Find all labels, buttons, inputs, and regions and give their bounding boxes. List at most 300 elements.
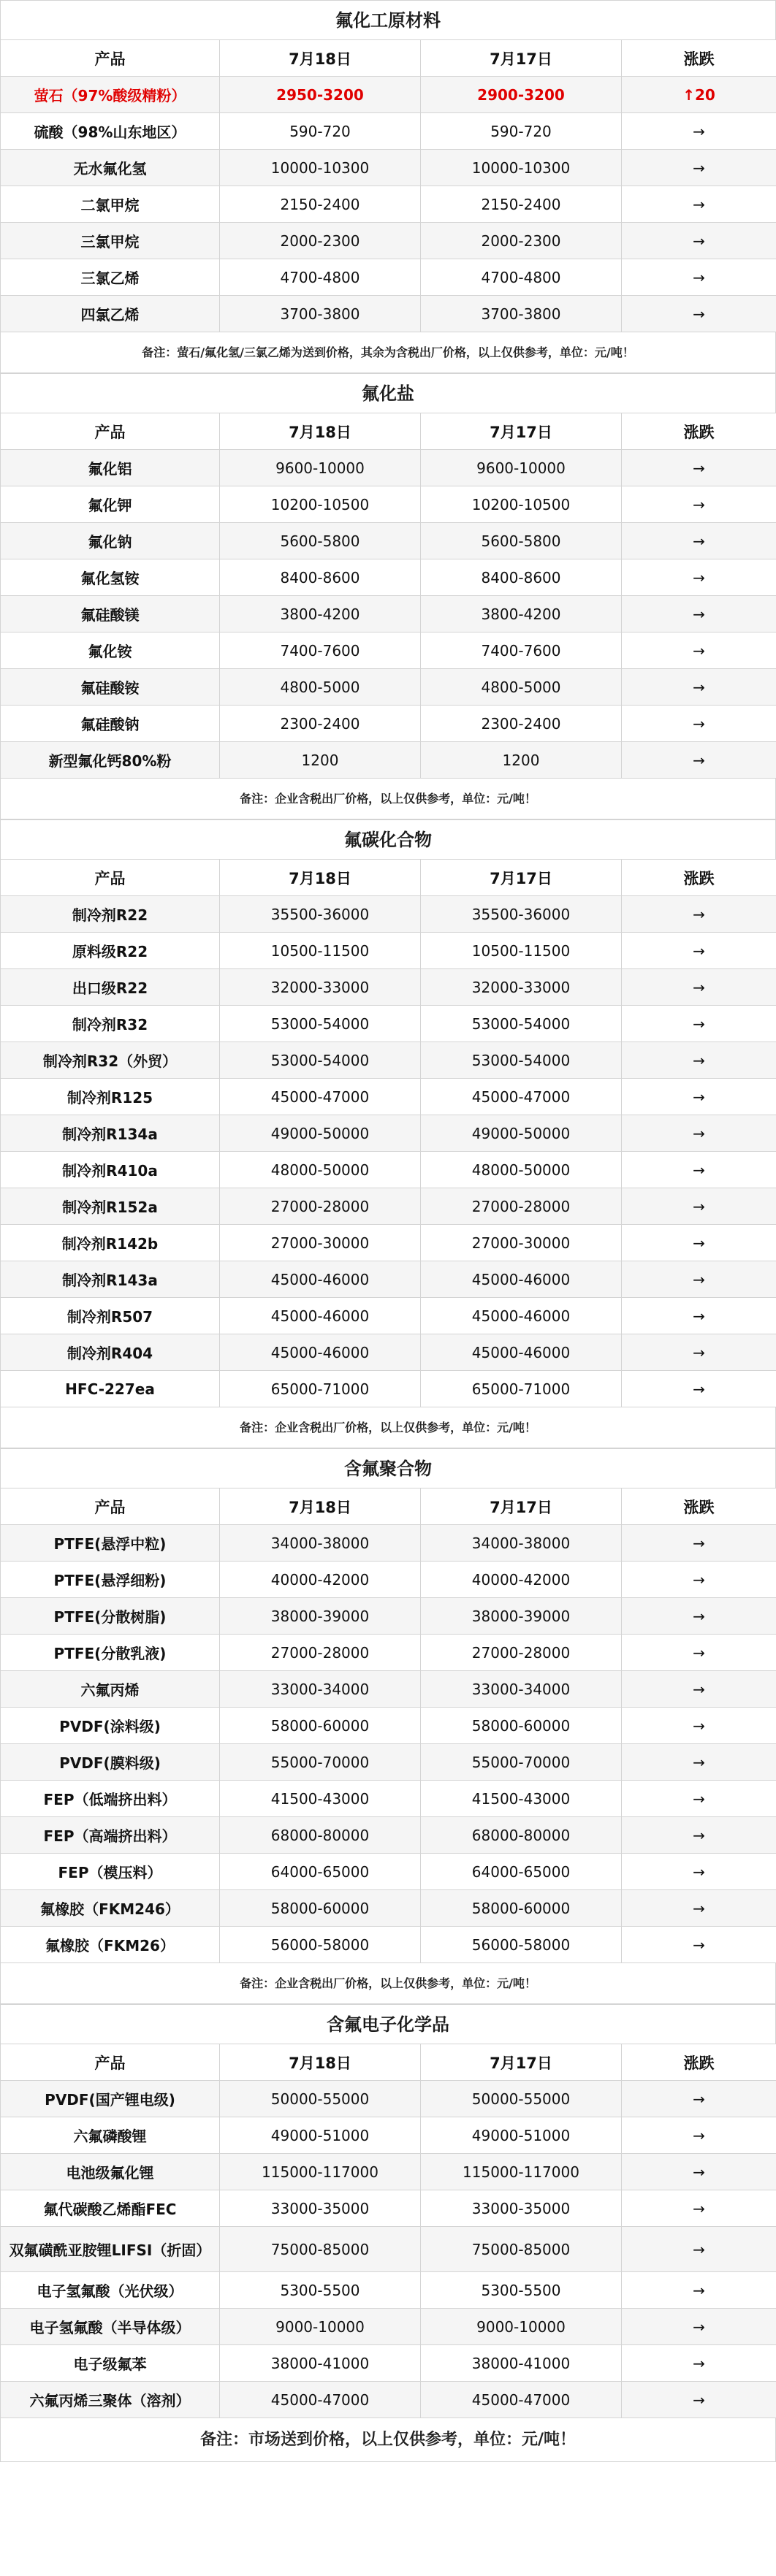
table-row xyxy=(1,2154,776,2190)
price-cell-date-1: 2950-3200 xyxy=(220,77,421,113)
product-cell: 制冷剂R507 xyxy=(1,1298,220,1334)
change-cell: → xyxy=(622,1188,776,1225)
price-table xyxy=(0,413,776,779)
change-cell: → xyxy=(622,1334,776,1371)
product-cell: 六氟磷酸锂 xyxy=(1,2117,220,2154)
table-row xyxy=(1,596,776,632)
section-note: 备注：市场送到价格，以上仅供参考，单位：元/吨！ xyxy=(0,2418,776,2462)
product-cell: PTFE(分散树脂) xyxy=(1,1598,220,1635)
change-cell: → xyxy=(622,259,776,296)
table-row xyxy=(1,1188,776,1225)
product-cell: 双氟磺酰亚胺锂LIFSI（折固） xyxy=(1,2227,220,2272)
section-title: 含氟聚合物 xyxy=(0,1448,776,1488)
change-cell: → xyxy=(622,1115,776,1152)
change-cell: → xyxy=(622,486,776,523)
section-note: 备注：萤石/氟化氢/三氯乙烯为送到价格，其余为含税出厂价格，以上仅供参考，单位：元/吨！ xyxy=(0,332,776,373)
price-cell-date-1: 9000-10000 xyxy=(220,2309,421,2345)
price-cell-date-2: 65000-71000 xyxy=(421,1371,622,1407)
price-cell-date-2: 38000-41000 xyxy=(421,2345,622,2382)
table-row xyxy=(1,1115,776,1152)
table-row xyxy=(1,2272,776,2309)
product-cell: PTFE(悬浮细粉) xyxy=(1,1562,220,1598)
header-date-1: 7月18日 xyxy=(220,413,421,450)
table-row xyxy=(1,186,776,223)
price-cell-date-1: 2300-2400 xyxy=(220,706,421,742)
table-row xyxy=(1,969,776,1006)
change-cell: → xyxy=(622,223,776,259)
table-row xyxy=(1,933,776,969)
product-cell: HFC-227ea xyxy=(1,1371,220,1407)
change-cell: → xyxy=(622,1708,776,1744)
change-cell: → xyxy=(622,1525,776,1562)
price-cell-date-2: 2900-3200 xyxy=(421,77,622,113)
change-cell: → xyxy=(622,1854,776,1890)
price-cell-date-1: 53000-54000 xyxy=(220,1006,421,1042)
header-product: 产品 xyxy=(1,40,220,77)
price-cell-date-1: 2000-2300 xyxy=(220,223,421,259)
price-cell-date-1: 10000-10300 xyxy=(220,150,421,186)
table-row xyxy=(1,632,776,669)
price-table xyxy=(0,39,776,332)
price-cell-date-1: 33000-34000 xyxy=(220,1671,421,1708)
price-cell-date-2: 4800-5000 xyxy=(421,669,622,706)
price-table xyxy=(0,859,776,1407)
product-cell: 制冷剂R22 xyxy=(1,896,220,933)
price-cell-date-1: 27000-28000 xyxy=(220,1635,421,1671)
table-row xyxy=(1,1635,776,1671)
product-cell: 出口级R22 xyxy=(1,969,220,1006)
price-cell-date-1: 58000-60000 xyxy=(220,1890,421,1927)
table-row xyxy=(1,2081,776,2117)
change-cell: → xyxy=(622,669,776,706)
table-row xyxy=(1,1671,776,1708)
product-cell: 氟化铝 xyxy=(1,450,220,486)
product-cell: PVDF(国产锂电级) xyxy=(1,2081,220,2117)
product-cell: 氟硅酸镁 xyxy=(1,596,220,632)
product-cell: 氟硅酸铵 xyxy=(1,669,220,706)
price-cell-date-1: 58000-60000 xyxy=(220,1708,421,1744)
product-cell: PVDF(膜料级) xyxy=(1,1744,220,1781)
change-cell: → xyxy=(622,450,776,486)
table-row xyxy=(1,223,776,259)
price-cell-date-2: 4700-4800 xyxy=(421,259,622,296)
price-cell-date-2: 35500-36000 xyxy=(421,896,622,933)
header-row xyxy=(1,860,776,896)
header-date-1: 7月18日 xyxy=(220,1488,421,1525)
change-cell: → xyxy=(622,2117,776,2154)
product-cell: 氟化铵 xyxy=(1,632,220,669)
change-cell: → xyxy=(622,523,776,559)
price-cell-date-2: 8400-8600 xyxy=(421,559,622,596)
price-cell-date-1: 49000-51000 xyxy=(220,2117,421,2154)
change-cell: → xyxy=(622,933,776,969)
price-cell-date-2: 58000-60000 xyxy=(421,1890,622,1927)
change-cell: → xyxy=(622,969,776,1006)
change-cell: → xyxy=(622,1744,776,1781)
table-row xyxy=(1,77,776,113)
price-cell-date-2: 64000-65000 xyxy=(421,1854,622,1890)
table-row xyxy=(1,296,776,332)
table-row xyxy=(1,1042,776,1079)
change-cell: → xyxy=(622,2272,776,2309)
price-cell-date-2: 5300-5500 xyxy=(421,2272,622,2309)
table-row xyxy=(1,2309,776,2345)
table-row xyxy=(1,742,776,779)
product-cell: 制冷剂R125 xyxy=(1,1079,220,1115)
table-row xyxy=(1,2190,776,2227)
price-cell-date-2: 41500-43000 xyxy=(421,1781,622,1817)
price-cell-date-2: 45000-46000 xyxy=(421,1334,622,1371)
price-cell-date-1: 5600-5800 xyxy=(220,523,421,559)
section xyxy=(0,2004,776,2462)
price-cell-date-2: 2000-2300 xyxy=(421,223,622,259)
table-row xyxy=(1,450,776,486)
product-cell: 氟化钠 xyxy=(1,523,220,559)
product-cell: 制冷剂R404 xyxy=(1,1334,220,1371)
price-cell-date-2: 49000-51000 xyxy=(421,2117,622,2154)
section-note: 备注：企业含税出厂价格，以上仅供参考，单位：元/吨！ xyxy=(0,779,776,819)
change-cell: → xyxy=(622,1598,776,1635)
price-cell-date-1: 53000-54000 xyxy=(220,1042,421,1079)
header-change: 涨跌 xyxy=(622,2044,776,2081)
section xyxy=(0,373,776,819)
price-cell-date-2: 33000-35000 xyxy=(421,2190,622,2227)
product-cell: 制冷剂R142b xyxy=(1,1225,220,1261)
change-cell: → xyxy=(622,1817,776,1854)
header-date-1: 7月18日 xyxy=(220,40,421,77)
change-cell: → xyxy=(622,1371,776,1407)
price-cell-date-1: 40000-42000 xyxy=(220,1562,421,1598)
change-cell: → xyxy=(622,2345,776,2382)
price-cell-date-1: 65000-71000 xyxy=(220,1371,421,1407)
price-cell-date-1: 2150-2400 xyxy=(220,186,421,223)
table-row xyxy=(1,1298,776,1334)
product-cell: FEP（模压料） xyxy=(1,1854,220,1890)
change-cell: → xyxy=(622,632,776,669)
price-cell-date-2: 75000-85000 xyxy=(421,2227,622,2272)
table-row xyxy=(1,2345,776,2382)
price-cell-date-1: 8400-8600 xyxy=(220,559,421,596)
price-cell-date-2: 45000-46000 xyxy=(421,1298,622,1334)
price-cell-date-1: 38000-39000 xyxy=(220,1598,421,1635)
table-row xyxy=(1,896,776,933)
product-cell: 制冷剂R134a xyxy=(1,1115,220,1152)
price-cell-date-1: 64000-65000 xyxy=(220,1854,421,1890)
product-cell: 电子氢氟酸（光伏级） xyxy=(1,2272,220,2309)
change-cell: → xyxy=(622,2309,776,2345)
price-cell-date-1: 33000-35000 xyxy=(220,2190,421,2227)
change-cell: → xyxy=(622,1562,776,1598)
header-date-2: 7月17日 xyxy=(421,1488,622,1525)
product-cell: 氟橡胶（FKM26） xyxy=(1,1927,220,1963)
header-product: 产品 xyxy=(1,1488,220,1525)
price-cell-date-2: 1200 xyxy=(421,742,622,779)
header-product: 产品 xyxy=(1,2044,220,2081)
change-cell: → xyxy=(622,742,776,779)
header-row xyxy=(1,413,776,450)
change-cell: → xyxy=(622,2081,776,2117)
change-cell: → xyxy=(622,1152,776,1188)
change-cell: → xyxy=(622,2154,776,2190)
header-change: 涨跌 xyxy=(622,1488,776,1525)
header-date-2: 7月17日 xyxy=(421,860,622,896)
product-cell: 原料级R22 xyxy=(1,933,220,969)
price-cell-date-2: 50000-55000 xyxy=(421,2081,622,2117)
price-cell-date-1: 34000-38000 xyxy=(220,1525,421,1562)
section-title: 氟化盐 xyxy=(0,373,776,413)
product-cell: FEP（高端挤出料） xyxy=(1,1817,220,1854)
table-row xyxy=(1,1261,776,1298)
price-cell-date-2: 10500-11500 xyxy=(421,933,622,969)
price-cell-date-2: 58000-60000 xyxy=(421,1708,622,1744)
price-cell-date-2: 38000-39000 xyxy=(421,1598,622,1635)
product-cell: 六氟丙烯三聚体（溶剂） xyxy=(1,2382,220,2418)
price-cell-date-1: 45000-46000 xyxy=(220,1298,421,1334)
price-cell-date-1: 27000-30000 xyxy=(220,1225,421,1261)
change-cell: → xyxy=(622,1006,776,1042)
header-product: 产品 xyxy=(1,860,220,896)
price-cell-date-2: 53000-54000 xyxy=(421,1006,622,1042)
table-row xyxy=(1,1744,776,1781)
price-cell-date-2: 115000-117000 xyxy=(421,2154,622,2190)
price-cell-date-1: 49000-50000 xyxy=(220,1115,421,1152)
product-cell: 萤石（97%酸级精粉） xyxy=(1,77,220,113)
change-cell: → xyxy=(622,2382,776,2418)
section-title: 含氟电子化学品 xyxy=(0,2004,776,2044)
price-cell-date-1: 35500-36000 xyxy=(220,896,421,933)
product-cell: 制冷剂R143a xyxy=(1,1261,220,1298)
header-row xyxy=(1,40,776,77)
price-cell-date-2: 10200-10500 xyxy=(421,486,622,523)
change-cell: → xyxy=(622,896,776,933)
product-cell: 六氟丙烯 xyxy=(1,1671,220,1708)
table-row xyxy=(1,1708,776,1744)
price-cell-date-1: 4800-5000 xyxy=(220,669,421,706)
product-cell: 电子级氟苯 xyxy=(1,2345,220,2382)
section-note: 备注：企业含税出厂价格，以上仅供参考，单位：元/吨！ xyxy=(0,1407,776,1448)
table-row xyxy=(1,2382,776,2418)
price-cell-date-2: 10000-10300 xyxy=(421,150,622,186)
price-cell-date-1: 10200-10500 xyxy=(220,486,421,523)
table-row xyxy=(1,150,776,186)
price-cell-date-2: 9600-10000 xyxy=(421,450,622,486)
product-cell: 新型氟化钙80%粉 xyxy=(1,742,220,779)
section-note: 备注：企业含税出厂价格，以上仅供参考，单位：元/吨！ xyxy=(0,1963,776,2004)
table-row xyxy=(1,1890,776,1927)
price-cell-date-1: 4700-4800 xyxy=(220,259,421,296)
product-cell: 四氯乙烯 xyxy=(1,296,220,332)
table-row xyxy=(1,706,776,742)
price-cell-date-1: 68000-80000 xyxy=(220,1817,421,1854)
header-date-2: 7月17日 xyxy=(421,2044,622,2081)
section-title: 氟化工原材料 xyxy=(0,0,776,39)
change-cell: → xyxy=(622,2227,776,2272)
table-row xyxy=(1,2227,776,2272)
product-cell: 制冷剂R410a xyxy=(1,1152,220,1188)
price-cell-date-1: 75000-85000 xyxy=(220,2227,421,2272)
price-cell-date-1: 45000-46000 xyxy=(220,1261,421,1298)
change-cell: → xyxy=(622,1927,776,1963)
price-cell-date-2: 34000-38000 xyxy=(421,1525,622,1562)
price-table xyxy=(0,2044,776,2418)
header-row xyxy=(1,1488,776,1525)
change-cell: → xyxy=(622,1079,776,1115)
change-cell: → xyxy=(622,1298,776,1334)
change-cell: ↑20 xyxy=(622,77,776,113)
product-cell: 三氯甲烷 xyxy=(1,223,220,259)
change-cell: → xyxy=(622,1261,776,1298)
price-cell-date-1: 45000-47000 xyxy=(220,1079,421,1115)
price-cell-date-1: 50000-55000 xyxy=(220,2081,421,2117)
change-cell: → xyxy=(622,1781,776,1817)
change-cell: → xyxy=(622,559,776,596)
change-cell: → xyxy=(622,706,776,742)
price-cell-date-1: 41500-43000 xyxy=(220,1781,421,1817)
price-cell-date-2: 48000-50000 xyxy=(421,1152,622,1188)
price-cell-date-2: 32000-33000 xyxy=(421,969,622,1006)
table-row xyxy=(1,1927,776,1963)
product-cell: 氟硅酸钠 xyxy=(1,706,220,742)
product-cell: 制冷剂R152a xyxy=(1,1188,220,1225)
price-cell-date-2: 3700-3800 xyxy=(421,296,622,332)
product-cell: 氟代碳酸乙烯酯FEC xyxy=(1,2190,220,2227)
price-cell-date-2: 56000-58000 xyxy=(421,1927,622,1963)
product-cell: FEP（低端挤出料） xyxy=(1,1781,220,1817)
price-cell-date-2: 3800-4200 xyxy=(421,596,622,632)
table-row xyxy=(1,2117,776,2154)
price-cell-date-1: 27000-28000 xyxy=(220,1188,421,1225)
price-cell-date-2: 55000-70000 xyxy=(421,1744,622,1781)
header-product: 产品 xyxy=(1,413,220,450)
product-cell: PTFE(分散乳液) xyxy=(1,1635,220,1671)
change-cell: → xyxy=(622,1042,776,1079)
change-cell: → xyxy=(622,296,776,332)
header-change: 涨跌 xyxy=(622,413,776,450)
product-cell: 电池级氟化锂 xyxy=(1,2154,220,2190)
price-cell-date-1: 32000-33000 xyxy=(220,969,421,1006)
price-cell-date-1: 5300-5500 xyxy=(220,2272,421,2309)
header-date-1: 7月18日 xyxy=(220,860,421,896)
table-row xyxy=(1,523,776,559)
price-cell-date-1: 10500-11500 xyxy=(220,933,421,969)
section xyxy=(0,819,776,1448)
price-cell-date-2: 45000-47000 xyxy=(421,2382,622,2418)
product-cell: 氟化氢铵 xyxy=(1,559,220,596)
table-row xyxy=(1,1152,776,1188)
price-cell-date-1: 9600-10000 xyxy=(220,450,421,486)
price-cell-date-2: 5600-5800 xyxy=(421,523,622,559)
product-cell: 电子氢氟酸（半导体级） xyxy=(1,2309,220,2345)
table-row xyxy=(1,1371,776,1407)
table-row xyxy=(1,1781,776,1817)
table-row xyxy=(1,1525,776,1562)
section xyxy=(0,0,776,373)
section xyxy=(0,1448,776,2004)
price-cell-date-2: 27000-30000 xyxy=(421,1225,622,1261)
product-cell: 氟橡胶（FKM246） xyxy=(1,1890,220,1927)
table-row xyxy=(1,1854,776,1890)
table-row xyxy=(1,1598,776,1635)
table-row xyxy=(1,259,776,296)
price-cell-date-2: 53000-54000 xyxy=(421,1042,622,1079)
price-cell-date-1: 55000-70000 xyxy=(220,1744,421,1781)
table-row xyxy=(1,1225,776,1261)
header-date-2: 7月17日 xyxy=(421,40,622,77)
price-cell-date-2: 2300-2400 xyxy=(421,706,622,742)
price-cell-date-2: 27000-28000 xyxy=(421,1188,622,1225)
price-cell-date-1: 48000-50000 xyxy=(220,1152,421,1188)
table-row xyxy=(1,1562,776,1598)
table-row xyxy=(1,486,776,523)
price-cell-date-1: 1200 xyxy=(220,742,421,779)
product-cell: 制冷剂R32 xyxy=(1,1006,220,1042)
price-cell-date-1: 45000-46000 xyxy=(220,1334,421,1371)
table-row xyxy=(1,1817,776,1854)
price-cell-date-2: 7400-7600 xyxy=(421,632,622,669)
table-row xyxy=(1,1079,776,1115)
header-date-1: 7月18日 xyxy=(220,2044,421,2081)
header-change: 涨跌 xyxy=(622,860,776,896)
table-row xyxy=(1,1006,776,1042)
product-cell: 制冷剂R32（外贸） xyxy=(1,1042,220,1079)
table-row xyxy=(1,669,776,706)
price-cell-date-1: 3800-4200 xyxy=(220,596,421,632)
change-cell: → xyxy=(622,2190,776,2227)
price-cell-date-1: 45000-47000 xyxy=(220,2382,421,2418)
price-cell-date-1: 3700-3800 xyxy=(220,296,421,332)
change-cell: → xyxy=(622,596,776,632)
product-cell: PTFE(悬浮中粒) xyxy=(1,1525,220,1562)
product-cell: 无水氟化氢 xyxy=(1,150,220,186)
price-cell-date-2: 33000-34000 xyxy=(421,1671,622,1708)
price-cell-date-1: 115000-117000 xyxy=(220,2154,421,2190)
change-cell: → xyxy=(622,1671,776,1708)
price-cell-date-1: 7400-7600 xyxy=(220,632,421,669)
price-cell-date-2: 27000-28000 xyxy=(421,1635,622,1671)
change-cell: → xyxy=(622,186,776,223)
product-cell: 三氯乙烯 xyxy=(1,259,220,296)
price-cell-date-1: 38000-41000 xyxy=(220,2345,421,2382)
table-row xyxy=(1,113,776,150)
product-cell: 硫酸（98%山东地区） xyxy=(1,113,220,150)
price-cell-date-2: 68000-80000 xyxy=(421,1817,622,1854)
product-cell: PVDF(涂料级) xyxy=(1,1708,220,1744)
price-cell-date-2: 9000-10000 xyxy=(421,2309,622,2345)
product-cell: 氟化钾 xyxy=(1,486,220,523)
change-cell: → xyxy=(622,1635,776,1671)
price-table xyxy=(0,1488,776,1963)
header-change: 涨跌 xyxy=(622,40,776,77)
change-cell: → xyxy=(622,150,776,186)
change-cell: → xyxy=(622,113,776,150)
price-cell-date-2: 45000-46000 xyxy=(421,1261,622,1298)
price-cell-date-2: 40000-42000 xyxy=(421,1562,622,1598)
price-cell-date-1: 590-720 xyxy=(220,113,421,150)
header-row xyxy=(1,2044,776,2081)
table-row xyxy=(1,559,776,596)
price-cell-date-2: 590-720 xyxy=(421,113,622,150)
price-cell-date-1: 56000-58000 xyxy=(220,1927,421,1963)
change-cell: → xyxy=(622,1225,776,1261)
table-row xyxy=(1,1334,776,1371)
price-cell-date-2: 49000-50000 xyxy=(421,1115,622,1152)
change-cell: → xyxy=(622,1890,776,1927)
price-cell-date-2: 45000-47000 xyxy=(421,1079,622,1115)
section-title: 氟碳化合物 xyxy=(0,819,776,859)
header-date-2: 7月17日 xyxy=(421,413,622,450)
price-cell-date-2: 2150-2400 xyxy=(421,186,622,223)
product-cell: 二氯甲烷 xyxy=(1,186,220,223)
